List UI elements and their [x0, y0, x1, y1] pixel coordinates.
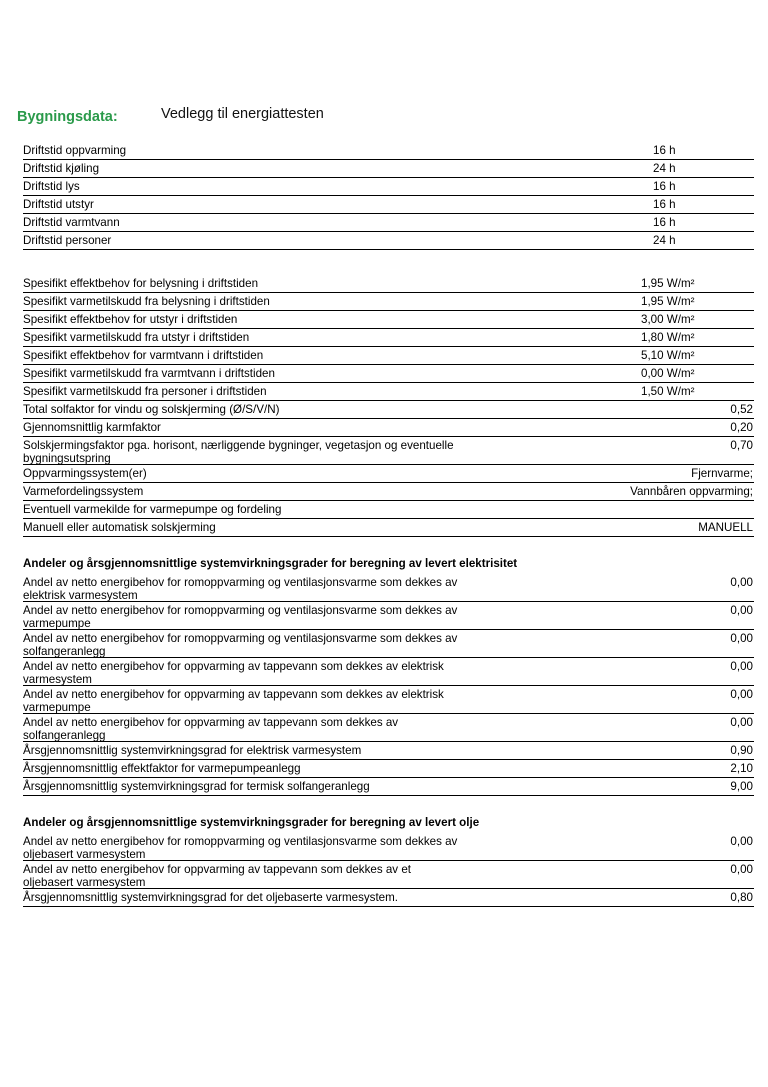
table-row — [23, 160, 754, 178]
row-label: Andel av netto energibehov for romoppvarming og ventilasjonsvarme som dekkes av solfangeranlegg — [23, 632, 458, 658]
row-value: 0,00 W/m² — [641, 367, 695, 380]
row-label: Andel av netto energibehov for romoppvarming og ventilasjonsvarme som dekkes av elektrisk varmesystem — [23, 576, 458, 602]
row-value: 16 h — [653, 180, 676, 193]
table-row — [23, 196, 754, 214]
row-value: 16 h — [653, 198, 676, 211]
row-value: 5,10 W/m² — [641, 349, 695, 362]
row-value: 0,00 — [730, 632, 753, 645]
electric-table — [23, 574, 754, 796]
row-label: Andel av netto energibehov for oppvarming av tappevann som dekkes av solfangeranlegg — [23, 716, 399, 742]
row-value: 0,20 — [730, 421, 753, 434]
row-value: 1,80 W/m² — [641, 331, 695, 344]
row-label: Eventuell varmekilde for varmepumpe og fordeling — [23, 503, 282, 516]
row-value: 0,80 — [730, 891, 753, 904]
row-label: Årsgjennomsnittlig effektfaktor for varmepumpeanlegg — [23, 762, 301, 775]
row-value: 0,00 — [730, 576, 753, 589]
table-row — [23, 232, 754, 250]
row-label: Andel av netto energibehov for romoppvarming og ventilasjonsvarme som dekkes av oljebasert varmesystem — [23, 835, 458, 861]
page-header — [17, 106, 757, 128]
table-row — [23, 347, 754, 365]
row-label: Manuell eller automatisk solskjerming — [23, 521, 216, 534]
row-label: Årsgjennomsnittlig systemvirkningsgrad for det oljebaserte varmesystem. — [23, 891, 399, 904]
table-row — [23, 501, 754, 519]
row-label: Spesifikt varmetilskudd fra personer i driftstiden — [23, 385, 267, 398]
row-value: 0,90 — [730, 744, 753, 757]
row-label: Driftstid kjøling — [23, 162, 100, 175]
table-row — [23, 519, 754, 537]
row-value: 1,95 W/m² — [641, 277, 695, 290]
document-subtitle: Vedlegg til energiattesten — [161, 106, 324, 122]
table-row — [23, 311, 754, 329]
row-value: 16 h — [653, 216, 676, 229]
table-row — [23, 214, 754, 232]
row-value: 9,00 — [730, 780, 753, 793]
operating-hours-table — [23, 142, 754, 250]
table-row — [23, 329, 754, 347]
table-row — [23, 401, 754, 419]
table-row — [23, 365, 754, 383]
row-label: Andel av netto energibehov for oppvarming av tappevann som dekkes av elektrisk varmepumpe — [23, 688, 444, 714]
row-label: Driftstid oppvarming — [23, 144, 127, 157]
row-value: MANUELL — [698, 521, 753, 534]
table-row — [23, 686, 754, 714]
electric-section-heading: Andeler og årsgjennomsnittlige systemvirkningsgrader for beregning av levert elektrisitet — [23, 557, 518, 570]
row-label: Andel av netto energibehov for romoppvarming og ventilasjonsvarme som dekkes av varmepumpe — [23, 604, 458, 630]
table-row — [23, 483, 754, 501]
table-row — [23, 419, 754, 437]
table-row — [23, 889, 754, 907]
table-row — [23, 778, 754, 796]
row-label: Driftstid lys — [23, 180, 80, 193]
row-label: Oppvarmingssystem(er) — [23, 467, 147, 480]
row-label: Gjennomsnittlig karmfaktor — [23, 421, 161, 434]
table-row — [23, 142, 754, 160]
row-label: Varmefordelingssystem — [23, 485, 144, 498]
row-value: 0,70 — [730, 439, 753, 452]
row-value: 0,00 — [730, 835, 753, 848]
table-row — [23, 833, 754, 861]
row-value: 0,00 — [730, 660, 753, 673]
table-row — [23, 658, 754, 686]
row-label: Årsgjennomsnittlig systemvirkningsgrad for elektrisk varmesystem — [23, 744, 362, 757]
oil-table — [23, 833, 754, 907]
row-label: Andel av netto energibehov for oppvarming av tappevann som dekkes av elektrisk varmesystem — [23, 660, 444, 686]
row-label: Driftstid varmtvann — [23, 216, 120, 229]
row-label: Solskjermingsfaktor pga. horisont, nærliggende bygninger, vegetasjon og eventuelle bygningsutspring — [23, 439, 454, 465]
row-value: 0,00 — [730, 863, 753, 876]
table-row — [23, 861, 754, 889]
row-value: 0,52 — [730, 403, 753, 416]
table-row — [23, 465, 754, 483]
row-label: Spesifikt effektbehov for belysning i driftstiden — [23, 277, 259, 290]
row-value: 0,00 — [730, 604, 753, 617]
row-value: 3,00 W/m² — [641, 313, 695, 326]
table-row — [23, 437, 754, 465]
table-row — [23, 383, 754, 401]
table-row — [23, 574, 754, 602]
row-label: Total solfaktor for vindu og solskjerming (Ø/S/V/N) — [23, 403, 280, 416]
row-value: 16 h — [653, 144, 676, 157]
table-row — [23, 275, 754, 293]
table-row — [23, 630, 754, 658]
row-label: Driftstid personer — [23, 234, 112, 247]
section-title: Bygningsdata: — [17, 109, 118, 125]
row-label: Årsgjennomsnittlig systemvirkningsgrad for termisk solfangeranlegg — [23, 780, 370, 793]
table-row — [23, 293, 754, 311]
row-value: 2,10 — [730, 762, 753, 775]
row-value: 0,00 — [730, 688, 753, 701]
row-value: 24 h — [653, 234, 676, 247]
row-label: Spesifikt varmetilskudd fra utstyr i driftstiden — [23, 331, 250, 344]
row-value: 0,00 — [730, 716, 753, 729]
row-label: Andel av netto energibehov for oppvarming av tappevann som dekkes av et oljebasert varmesystem — [23, 863, 411, 889]
specific-loads-table — [23, 275, 754, 537]
table-row — [23, 714, 754, 742]
table-row — [23, 602, 754, 630]
table-row — [23, 178, 754, 196]
row-value: 1,50 W/m² — [641, 385, 695, 398]
row-label: Spesifikt varmetilskudd fra belysning i driftstiden — [23, 295, 270, 308]
row-value: Fjernvarme; — [691, 467, 753, 480]
table-row — [23, 742, 754, 760]
row-value: 24 h — [653, 162, 676, 175]
row-label: Spesifikt varmetilskudd fra varmtvann i driftstiden — [23, 367, 275, 380]
row-label: Driftstid utstyr — [23, 198, 94, 211]
row-value: Vannbåren oppvarming; — [630, 485, 753, 498]
row-label: Spesifikt effektbehov for varmtvann i driftstiden — [23, 349, 264, 362]
row-value: 1,95 W/m² — [641, 295, 695, 308]
table-row — [23, 760, 754, 778]
oil-section-heading: Andeler og årsgjennomsnittlige systemvirkningsgrader for beregning av levert olje — [23, 816, 480, 829]
row-label: Spesifikt effektbehov for utstyr i driftstiden — [23, 313, 238, 326]
